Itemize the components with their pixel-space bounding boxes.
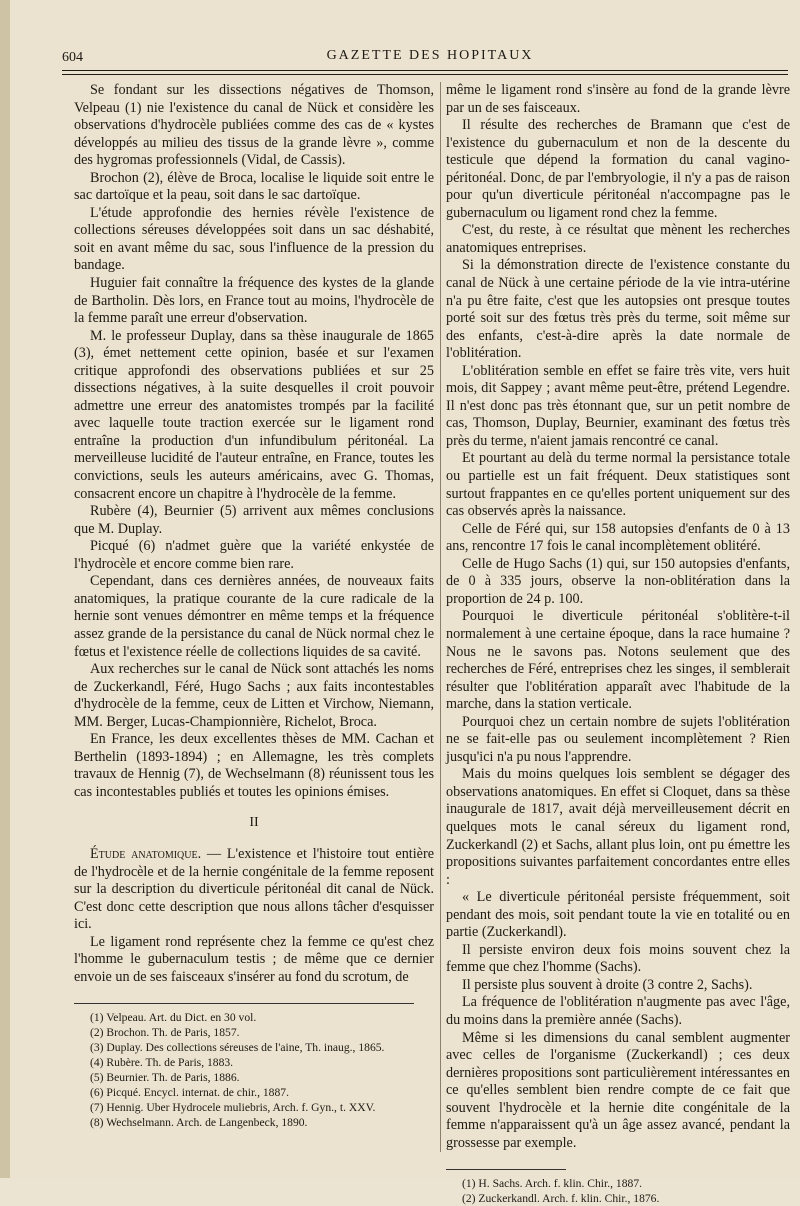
right-column (446, 82, 790, 1206)
section-lead: Étude anatomique. (90, 845, 202, 862)
paragraph: La fréquence de l'oblitération n'augmente pas avec l'âge, du moins dans la première année (Sachs). (446, 994, 790, 1028)
paragraph: Celle de Hugo Sachs (1) qui, sur 150 autopsies d'enfants, de 0 à 335 jours, observe la non-oblitération dans la proportion de 24 p. 100. (446, 555, 790, 607)
header-rule (62, 70, 788, 71)
paragraph: Pourquoi chez un certain nombre de sujets l'oblitération ne se fait-elle pas ou seulement incomplètement ? Rien jusqu'ici n'a pu nous l'apprendre. (446, 713, 790, 765)
footnotes (446, 1176, 790, 1206)
footnote: (6) Picqué. Encycl. internat. de chir., 1887. (90, 1086, 289, 1100)
paragraph: C'est, du reste, à ce résultat que mènent les recherches anatomiques entreprises. (446, 222, 790, 256)
footnote: (1) H. Sachs. Arch. f. klin. Chir., 1887. (462, 1177, 643, 1191)
section-lead-text: — L'existence et l'histoire tout entière de l'hydrocèle et de la hernie congénitale de la femme reposent sur la description du diverticule péritonéal dit canal de Nück. C'est donc cette description que nous allons tâcher d'esquisser ici. (74, 845, 434, 933)
footnote: (7) Hennig. Uber Hydrocele muliebris, Arch. f. Gyn., t. XXV. (90, 1101, 376, 1115)
paragraph: Il persiste plus souvent à droite (3 contre 2, Sachs). (462, 976, 753, 993)
page-number: 604 (62, 50, 83, 65)
paragraph: Huguier fait connaître la fréquence des kystes de la glande de Bartholin. Dès lors, en France tout au moins, l'hydrocèle de la femme paraît une erreur d'observation. (74, 275, 434, 327)
paragraph: M. le professeur Duplay, dans sa thèse inaugurale de 1865 (3), émet nettement cette opinion, basée et sur l'examen critique approfondi des observations publiées et sur 25 dissections négatives, à la suite desquelles il croit pouvoir admettre une erreur des anatomistes trompés par la facilité avec laquelle toute traction exercée sur le ligament rond entraîne la production d'un infundibulum péritonéal. La merveilleuse lucidité de l'auteur entraîne, en France, toutes les convictions, seuls les auteurs américains, avec G. Thomas, consacrent encore un chapitre à l'hydrocèle de la femme. (74, 327, 434, 502)
paragraph: L'oblitération semble en effet se faire très vite, vers huit mois, dit Sappey ; avant même peut-être, prétend Legendre. Il n'est donc pas très étonnant que, sur un petit nombre de cas, Thomson, Duplay, Beurnier, examinant des fœtus très près du terme, n'aient jamais rencontré ce canal. (446, 362, 790, 449)
footnote: (8) Wechselmann. Arch. de Langenbeck, 1890. (90, 1116, 308, 1130)
footnote: (3) Duplay. Des collections séreuses de l'aine, Th. inaug., 1865. (90, 1041, 385, 1055)
paragraph: Cependant, dans ces dernières années, de nouveaux faits anatomiques, la pratique courante de la cure radicale de la hernie sont venues démontrer en même temps et la fréquence assez grande de la persistance du canal de Nück normal chez le fœtus et l'existence réelle de collections liquides de sa cavité. (74, 573, 434, 660)
paragraph: Il résulte des recherches de Bramann que c'est de l'existence du gubernaculum et non de la descente du testicule que dépend la formation du canal vagino-péritonéal. Donc, de par l'embryologie, il n'y a pas de raison pour qu'un diverticule péritonéal n'accompagne pas le gubernaculum ou ligament rond chez la femme. (446, 117, 790, 221)
paragraph: même le ligament rond s'insère au fond de la grande lèvre par un de ses faisceaux. (446, 82, 790, 116)
left-column (74, 82, 434, 1130)
paragraph: Même si les dimensions du canal semblent augmenter avec celles de l'organisme (Zuckerkandl) ; ces deux dernières propositions sont particulièrement intéressantes en ce qu'elles semblent bien rendre compte de ce fait que souvent l'hydrocèle et la hernie dite congénitale de la femme n'apparaissent qu'à un âge assez avancé, pendant la grossesse par exemple. (446, 1029, 790, 1151)
paragraph (74, 846, 434, 934)
paragraph: Le ligament rond représente chez la femme ce qu'est chez l'homme le gubernaculum testis ; de même que ce dernier envoie un de ses faisceaux s'insérer au fond du scrotum, de (74, 933, 434, 985)
footnote: (4) Rubère. Th. de Paris, 1883. (90, 1056, 234, 1070)
section-number: II (249, 815, 259, 831)
paragraph: En France, les deux excellentes thèses de MM. Cachan et Berthelin (1893-1894) ; en Allemagne, les très complets travaux de Hennig (7), de Wechselmann (8) réunissent tous les cas incontestables publiés et toutes les opinions émises. (74, 731, 434, 800)
footnote: (2) Brochon. Th. de Paris, 1857. (90, 1026, 240, 1040)
paragraph: Picqué (6) n'admet guère que la variété enkystée de l'hydrocèle et encore comme bien rare. (74, 538, 434, 572)
footnote-rule (446, 1169, 566, 1170)
paragraph: Rubère (4), Beurnier (5) arrivent aux mêmes conclusions que M. Duplay. (74, 503, 434, 537)
paragraph: Pourquoi le diverticule péritonéal s'oblitère-t-il normalement à une certaine époque, dans la race humaine ? Nous ne le savons pas. Notons seulement que des recherches de Féré, entreprises chez les singes, il semblerait résulter que l'oblitération apparaît avec l'habitude de la marche, dans la station verticale. (446, 608, 790, 713)
paragraph: Si la démonstration directe de l'existence constante du canal de Nück à une certaine période de la vie intra-utérine n'a pu être faite, c'est que les autopsies ont presque toutes porté soit sur des fœtus très près du terme, soit même sur des enfants, c'est-à-dire après la date normale de l'oblitération. (446, 257, 790, 362)
paragraph: « Le diverticule péritonéal persiste fréquemment, soit pendant des mois, soit pendant toute la vie en totalité ou en partie (Zuckerkandl). (446, 889, 790, 941)
footnotes (74, 1010, 434, 1130)
paragraph: L'étude approfondie des hernies révèle l'existence de collections séreuses développées soit dans un sac déshabité, soit en avant même du sac, sous l'influence de la pression du bandage. (74, 204, 434, 274)
paragraph: Il persiste environ deux fois moins souvent chez la femme que chez l'homme (Sachs). (446, 941, 790, 976)
footnote: (2) Zuckerkandl. Arch. f. klin. Chir., 1876. (462, 1192, 660, 1206)
paragraph: Et pourtant au delà du terme normal la persistance totale ou partielle est un fait fréquent. Deux statistiques sont surtout frappantes en ce qu'elles portent uniquement sur des cas observés après la naissance. (446, 450, 790, 520)
paragraph: Mais du moins quelques lois semblent se dégager des observations anatomiques. En effet si Cloquet, dans sa thèse inaugurale de 1817, avait déjà merveilleusement décrit en quelques mots le canal séreux du ligament rond, Zuckerkandl (2) et Sachs, allant plus loin, ont pu émettre les propositions suivantes parfaitement concordantes entre elles : (446, 766, 790, 888)
column-divider (440, 82, 441, 1152)
paragraph: Aux recherches sur le canal de Nück sont attachés les noms de Zuckerkandl, Féré, Hugo Sachs ; aux faits incontestables d'hydrocèle de la femme, ceux de Litten et Virchow, Niemann, MM. Berger, Lucas-Championnière, Richelot, Broca. (74, 661, 434, 730)
footnote: (1) Velpeau. Art. du Dict. en 30 vol. (90, 1011, 257, 1025)
footnote: (5) Beurnier. Th. de Paris, 1886. (90, 1071, 240, 1085)
binding-edge (0, 0, 10, 1178)
footnote-rule (74, 1003, 414, 1004)
paragraph: Celle de Féré qui, sur 158 autopsies d'enfants de 0 à 13 ans, rencontre 17 fois le canal incomplètement oblitéré. (446, 520, 790, 555)
paragraph: Brochon (2), élève de Broca, localise le liquide soit entre le sac dartoïque et la peau, soit dans le sac dartoïque. (74, 169, 434, 204)
journal-title: GAZETTE DES HOPITAUX (326, 48, 534, 63)
header-rule-thin (62, 74, 788, 75)
paragraph: Se fondant sur les dissections négatives de Thomson, Velpeau (1) nie l'existence du canal de Nück et considère les observations d'hydrocèle publiées comme des cas de « kystes développés au milieu des tissus de la grande lèvre », comme des hygromas professionnels (Vidal, de Cassis). (74, 82, 434, 169)
